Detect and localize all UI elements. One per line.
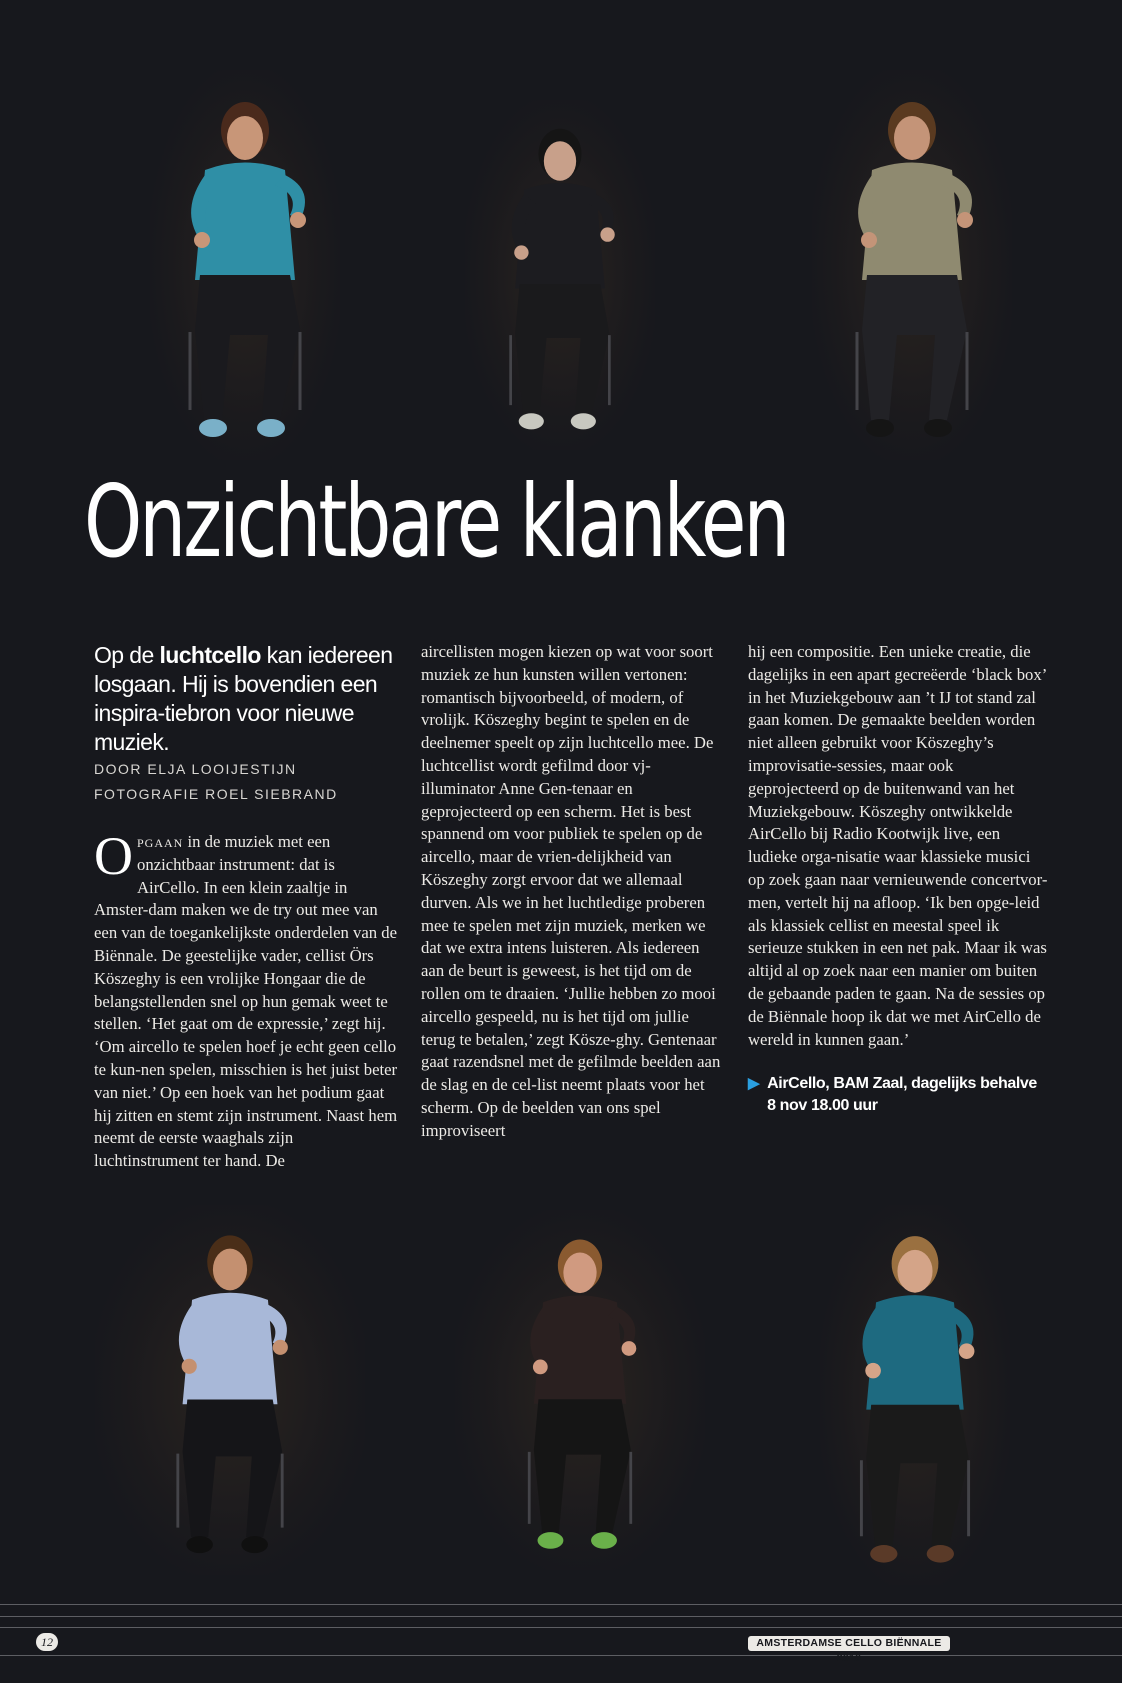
- figure-4-part-1: [213, 1249, 247, 1291]
- figure-4-part-6: [273, 1340, 288, 1355]
- intro-bold: luchtcello: [159, 642, 261, 668]
- figure-3-part-8: [866, 419, 894, 437]
- figure-2-part-9: [571, 413, 596, 429]
- event-info-text: AirCello, BAM Zaal, dagelijks behalve 8 nov 18.00 uur: [767, 1075, 1037, 1115]
- figure-6-part-8: [870, 1545, 897, 1563]
- figure-3-part-5: [861, 232, 877, 248]
- intro-suffix: kan iedereen losgaan. Hij is bovendien een inspira-tiebron voor nieuwe muziek.: [94, 642, 393, 755]
- figure-1-part-8: [199, 419, 227, 437]
- figure-2-part-5: [514, 245, 528, 259]
- byline-photo: FOTOGRAFIE ROEL SIEBRAND: [94, 786, 338, 802]
- figure-2-part-8: [519, 413, 544, 429]
- article-intro: [94, 641, 399, 757]
- figure-6-part-9: [927, 1545, 954, 1563]
- figure-3-part-7: [862, 275, 967, 420]
- figure-1-part-1: [227, 116, 263, 160]
- photo-performer-5: [455, 1210, 705, 1570]
- performer-figure-3: [812, 70, 1012, 460]
- footer-rule-3: [0, 1627, 1122, 1628]
- photo-performer-6: [820, 1205, 1010, 1585]
- figure-2-part-7: [515, 284, 609, 414]
- col2-text: aircellisten mogen kiezen op wat voor soort muziek ze hun kunsten willen vertonen: romantisch bijvoorbeeld, of modern, of vrolijk. Köszeghy begint te spelen en de deelnemer speelt op zijn luchtcello mee. De luchtcellist wordt gefilmd door vj-illuminator Anne Gen-tenaar en geprojecteerd op een scherm. Het is best spannend om voor publiek te spelen op de aircello, maar de vrien-delijkheid van Köszeghy zorgt ervoor dat we allemaal durven. Als we in het luchtledige proberen mee te spelen met zijn muziek, merken we dat we extra intens luisteren. Als iedereen aan de beurt is geweest, is het tijd om de rollen om te draaien. ‘Jullie hebben zo mooi aircello gespeeld, nu is het tijd om jullie terug te betalen,’ zegt Kösze-ghy. Gentenaar gaat razendsnel met de gefilmde beelden aan de slag en de cel-list neemt plaats voor het scherm. Op de beelden van ons spel improviseert: [421, 642, 721, 1140]
- figure-4-part-5: [182, 1359, 197, 1374]
- performer-figure-1: [150, 70, 340, 460]
- col3-text: hij een compositie. Een unieke creatie, die dagelijks in een apart gecreëerde ‘black box’ in het Muziekgebouw aan ’t IJ tot stand zal gaan komen. De gemaakte beelden worden niet alleen gebruikt voor Köszeghy’s improvisatie-sessies, maar ook geprojecteerd op de buitenwand van het Muziekgebouw. Köszeghy ontwikkelde AirCello bij Radio Kootwijk live, een ludieke orga-nisatie waar klassieke musici op zoek gaan naar vernieuwende concertvor-men, vertelt hij na afloop. ‘Ik ben opge-leid als klassiek cellist en meestal speel ik serieuze stukken in een net pak. Maar ik was altijd al op zoek naar een manier om buiten de gebaande paden te gaan. Na de sessies op de Biënnale hoop ik dat we met AirCello de wereld in kunnen gaan.’: [748, 642, 1048, 1049]
- figure-1-part-5: [194, 232, 210, 248]
- figure-3-part-6: [957, 212, 973, 228]
- photo-performer-1: [150, 70, 340, 460]
- footer-rule-4: [0, 1655, 1122, 1656]
- play-arrow-icon: ▶: [748, 1075, 760, 1093]
- col1-text: in de muziek met een onzichtbaar instrument: dat is AirCello. In een klein zaaltje in Amster-dam maken we de try out mee van een van de toegankelijkste onderdelen van de Biënnale. De geestelijke vader, cellist Örs Köszeghy is een vrolijke Hongaar die de belangstellenden snel op hun gemak weet te stellen. ‘Het gaat om de expressie,’ zegt hij. ‘Om aircello te spelen hoef je echt geen cello te kun-nen spelen, misschien is het juist beter van niet.’ Op een hoek van het podium gaat hij zitten en stemt zijn instrument. Naast hem neemt de eerste waaghals zijn luchtinstrument ter hand. De: [94, 832, 398, 1171]
- photo-performer-4: [95, 1205, 365, 1575]
- publication-name: AMSTERDAMSE CELLO BIËNNALE 2010: [748, 1636, 950, 1651]
- performer-figure-2: [465, 100, 655, 450]
- event-info: [748, 1073, 1048, 1117]
- footer-rule-2: [0, 1616, 1122, 1617]
- figure-1-part-9: [257, 419, 285, 437]
- figure-2-part-6: [600, 227, 614, 241]
- figure-6-part-7: [866, 1405, 968, 1546]
- figure-6-part-5: [865, 1363, 881, 1379]
- figure-2-part-1: [544, 141, 576, 180]
- photo-performer-3: [812, 70, 1012, 460]
- figure-4-part-8: [186, 1536, 213, 1553]
- figure-5-part-6: [622, 1341, 637, 1356]
- performer-figure-5: [455, 1210, 705, 1570]
- article-title: Onzichtbare klanken: [84, 463, 788, 580]
- figure-6-part-6: [959, 1343, 975, 1359]
- footer-rule-1: [0, 1604, 1122, 1605]
- figure-3-part-1: [894, 116, 930, 160]
- figure-4-part-7: [183, 1399, 283, 1537]
- figure-6-part-1: [897, 1250, 932, 1293]
- photo-performer-2: [465, 100, 655, 450]
- page-number: 12: [36, 1633, 58, 1651]
- performer-figure-6: [820, 1205, 1010, 1585]
- lead-smallcaps: pgaan: [137, 832, 184, 851]
- figure-5-part-8: [538, 1532, 564, 1549]
- body-text-1: [94, 826, 399, 1173]
- article-column-2: [421, 641, 721, 1143]
- article-column-3: [748, 641, 1048, 1117]
- figure-3-part-9: [924, 419, 952, 437]
- intro-prefix: Op de: [94, 642, 160, 668]
- figure-1-part-6: [290, 212, 306, 228]
- figure-5-part-5: [533, 1360, 548, 1375]
- article-column-1: [94, 641, 399, 1173]
- figure-1-part-7: [195, 275, 300, 420]
- dropcap: O: [94, 826, 133, 886]
- figure-5-part-7: [534, 1399, 631, 1533]
- figure-5-part-9: [591, 1532, 617, 1549]
- performer-figure-4: [95, 1205, 365, 1575]
- figure-5-part-1: [563, 1252, 596, 1293]
- figure-4-part-9: [241, 1536, 268, 1553]
- byline-author: DOOR ELJA LOOIJESTIJN: [94, 761, 297, 777]
